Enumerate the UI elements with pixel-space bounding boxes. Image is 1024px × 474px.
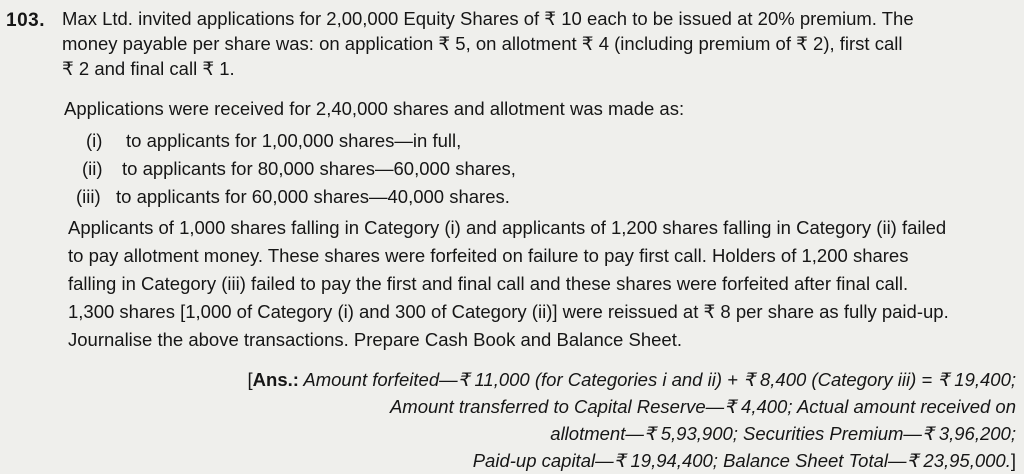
answer-line: Amount transferred to Capital Reserve—₹ 4,400; Actual amount received on [389, 396, 1016, 417]
answer-line [248, 447, 1016, 474]
detail-line: to pay allotment money. These shares were forfeited on failure to pay first call. Holders of 1,200 shares [68, 245, 909, 266]
allotment-item [76, 186, 510, 208]
allotment-item [86, 130, 461, 152]
question-details [68, 214, 949, 354]
answer-line: allotment—₹ 5,93,900; Securities Premium—₹ 3,96,200; [550, 423, 1016, 444]
question-intro [62, 6, 914, 81]
intro-line: money payable per share was: on application ₹ 5, on allotment ₹ 4 (including premium of ₹ 2), first call [62, 33, 903, 54]
answer-text: Paid-up capital—₹ 19,94,400; Balance Sheet Total—₹ 23,95,000. [472, 450, 1011, 471]
answer-line [248, 366, 1016, 393]
answer-text: Amount forfeited—₹ 11,000 (for Categories i and ii) + ₹ 8,400 (Category iii) = ₹ 19,400; [298, 369, 1016, 390]
detail-line: Journalise the above transactions. Prepare Cash Book and Balance Sheet. [68, 329, 682, 350]
applications-line: Applications were received for 2,40,000 shares and allotment was made as: [64, 98, 685, 119]
item-text: to applicants for 60,000 shares—40,000 shares. [116, 186, 510, 207]
intro-line: Max Ltd. invited applications for 2,00,000 Equity Shares of ₹ 10 each to be issued at 20% premium. The [62, 8, 914, 29]
item-text: to applicants for 80,000 shares—60,000 shares, [122, 158, 516, 179]
question-number: 103. [6, 10, 45, 31]
answer-close-bracket: ] [1010, 450, 1016, 471]
intro-line: ₹ 2 and final call ₹ 1. [62, 58, 235, 79]
answer-block [248, 366, 1016, 474]
answer-open-bracket: [ [247, 369, 253, 390]
item-label: (ii) [82, 158, 103, 179]
detail-line: Applicants of 1,000 shares falling in Category (i) and applicants of 1,200 shares falling in Category (ii) failed [68, 217, 947, 238]
detail-line: falling in Category (iii) failed to pay the first and final call and these shares were forfeited after final call. [68, 273, 909, 294]
detail-line: 1,300 shares [1,000 of Category (i) and 300 of Category (ii)] were reissued at ₹ 8 per share as fully paid-up. [68, 301, 949, 322]
allotment-item [82, 158, 516, 180]
item-label: (iii) [76, 186, 101, 207]
item-text: to applicants for 1,00,000 shares—in full, [126, 130, 462, 151]
answer-label: Ans.: [252, 369, 299, 390]
item-label: (i) [86, 130, 103, 151]
